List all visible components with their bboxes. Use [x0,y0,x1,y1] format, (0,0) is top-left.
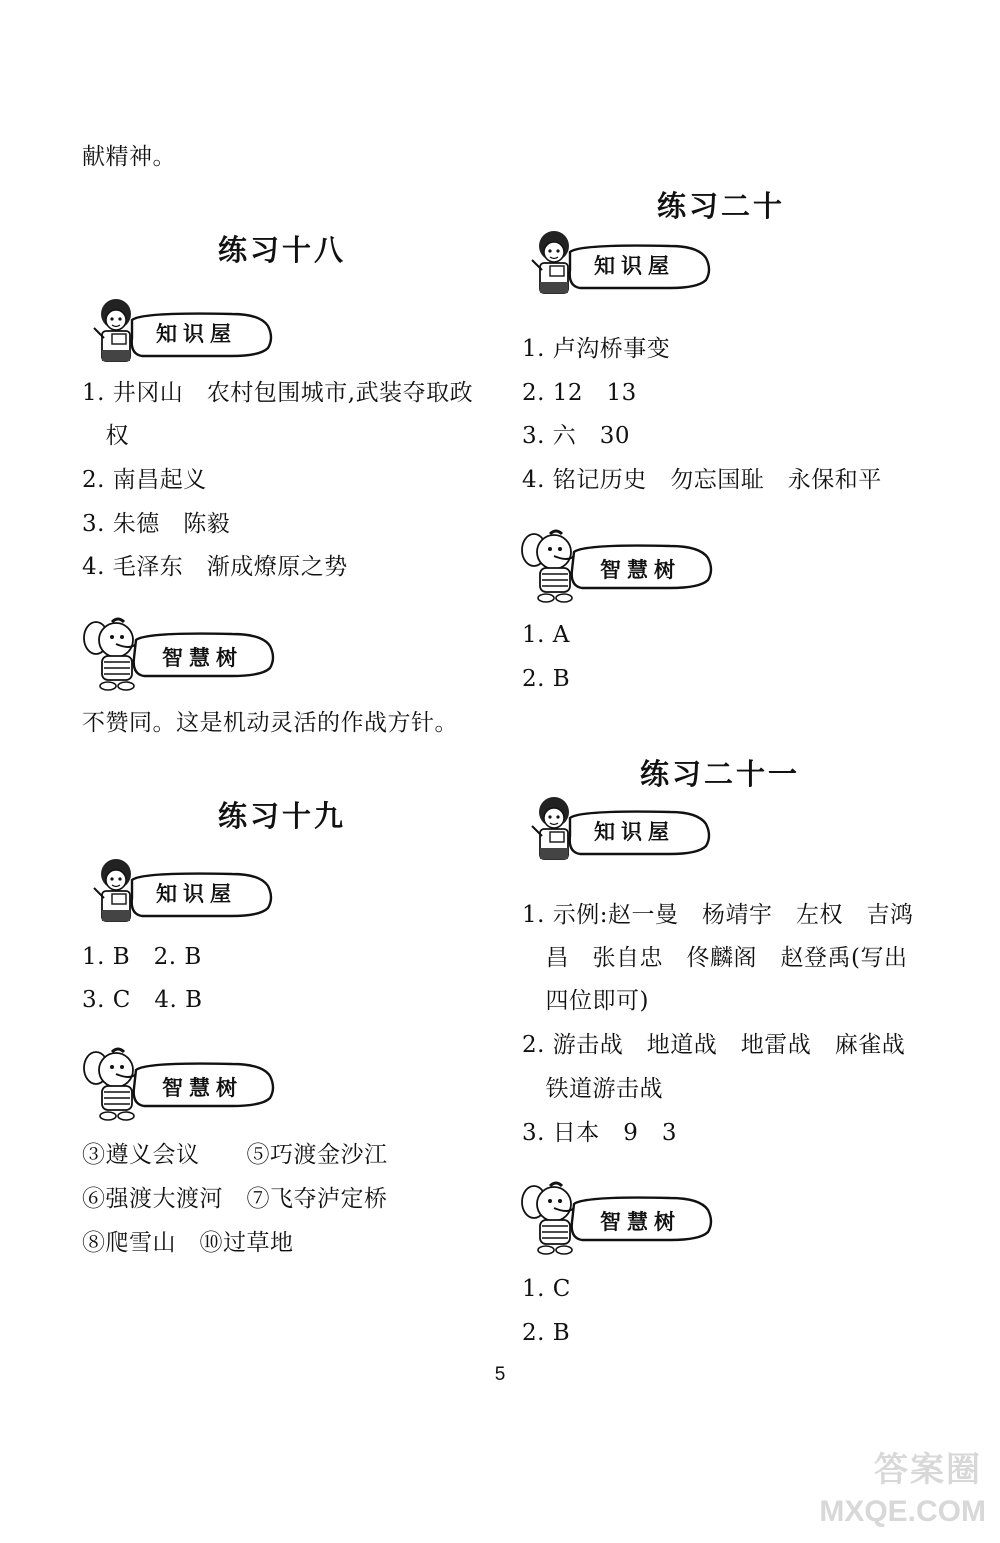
ex18-item-4: 4. 毛泽东 渐成燎原之势 [82,554,348,580]
wisdom-banner [520,1178,720,1258]
wisdom-banner [82,614,282,694]
ex18-item-1: 1. 井冈山 农村包围城市,武装夺取政 [82,380,474,406]
ex19-item-1: 1. B 2. B [82,944,202,970]
wisdom-label: 智慧树 [162,1076,243,1100]
ex21-wisdom-item-2: 2. B [522,1320,571,1346]
ex21-item-2-cont: 铁道游击战 [522,1076,663,1102]
ex19-wisdom-item-1: ③遵义会议 ⑤巧渡金沙江 [82,1142,388,1168]
ex18-item-3: 3. 朱德 陈毅 [82,511,231,537]
page-number: 5 [494,1364,506,1385]
ex19-item-2: 3. C 4. B [82,987,203,1013]
knowledge-banner [82,858,282,928]
knowledge-label: 知识屋 [156,882,237,906]
knowledge-banner [520,796,720,866]
wisdom-label: 智慧树 [600,1210,681,1234]
exercise-20-title: 练习二十 [657,189,786,223]
ex18-item-2: 2. 南昌起义 [82,467,207,493]
knowledge-banner [82,298,282,368]
ex21-wisdom-item-1: 1. C [522,1276,571,1302]
watermark-logo: 答案圈 [874,1450,982,1490]
wisdom-label: 智慧树 [162,646,243,670]
ex19-wisdom-item-2: ⑥强渡大渡河 ⑦飞夺泸定桥 [82,1186,388,1212]
wisdom-banner [82,1044,282,1124]
ex20-item-1: 1. 卢沟桥事变 [522,336,671,362]
ex20-item-4: 4. 铭记历史 勿忘国耻 永保和平 [522,467,882,493]
ex21-item-1: 1. 示例:赵一曼 杨靖宇 左权 吉鸿 [522,902,914,928]
ex20-item-3: 3. 六 30 [522,423,631,449]
wisdom-banner [520,526,720,606]
ex21-item-2: 2. 游击战 地道战 地雷战 麻雀战 [522,1032,906,1058]
knowledge-label: 知识屋 [156,322,237,346]
ex20-wisdom-item-2: 2. B [522,666,571,692]
ex21-item-3: 3. 日本 9 3 [522,1120,678,1146]
ex18-item-1-cont: 权 [82,423,129,449]
intro-text: 献精神。 [82,144,176,170]
exercise-19-title: 练习十九 [218,799,347,833]
knowledge-banner [520,230,720,300]
ex21-item-1-cont2: 四位即可) [522,988,649,1014]
ex20-wisdom-item-1: 1. A [522,622,570,648]
knowledge-label: 知识屋 [594,254,675,278]
exercise-21-title: 练习二十一 [640,757,801,791]
wisdom-label: 智慧树 [600,558,681,582]
ex21-item-1-cont: 昌 张自忠 佟麟阁 赵登禹(写出 [522,945,908,971]
ex19-wisdom-item-3: ⑧爬雪山 ⑩过草地 [82,1230,294,1256]
ex18-wisdom-text: 不赞同。这是机动灵活的作战方针。 [82,710,458,736]
ex20-item-2: 2. 12 13 [522,380,637,406]
watermark-url: MXQE.COM [819,1495,986,1528]
knowledge-label: 知识屋 [594,820,675,844]
exercise-18-title: 练习十八 [218,233,347,267]
